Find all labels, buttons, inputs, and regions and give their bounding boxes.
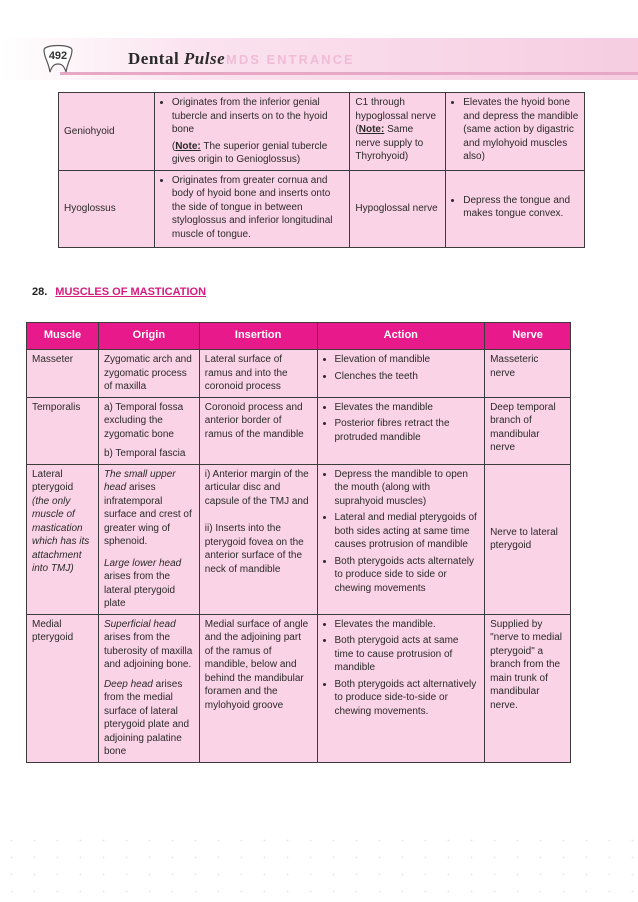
scan-speckle bbox=[0, 832, 638, 902]
page-number-badge bbox=[40, 44, 76, 72]
list-item: • Depress the mandible to open the mouth (along with suprahyoid muscles) bbox=[335, 468, 480, 509]
muscle-main: Lateral pterygoid bbox=[32, 468, 74, 493]
table-row bbox=[27, 464, 571, 614]
list-item: • Elevates the hyoid bone and depress the mandible (same action by digastric and mylohyoid muscles also) bbox=[463, 96, 579, 164]
table-row bbox=[59, 170, 585, 248]
page-number: 492 bbox=[48, 50, 68, 62]
origin-lower-head: Large lower head bbox=[103, 557, 182, 569]
action-cell bbox=[446, 170, 585, 248]
origin-deep-text: arises from the medial surface of lateral pterygoid plate and adjoining palatine bone bbox=[103, 678, 190, 757]
hyoid-muscles-table bbox=[58, 92, 585, 248]
section-title: MUSCLES OF MASTICATION bbox=[55, 286, 207, 298]
list-item: • Lateral and medial pterygoids of both sides acting at same time causes protrusion of mandible bbox=[335, 511, 480, 552]
nerve-cell: C1 through hypoglossal nerve (Note: Same nerve supply to Thyrohyoid) bbox=[350, 93, 446, 171]
muscle-cell: Geniohyoid bbox=[59, 93, 155, 171]
column-header: Nerve bbox=[485, 323, 571, 350]
note-label: Note: bbox=[175, 140, 201, 152]
list-item: • Originates from the inferior genial tubercle and inserts on to the hyoid bone bbox=[172, 96, 345, 137]
nerve-cell: Deep temporal branch of mandibular nerve bbox=[485, 397, 571, 464]
action-cell bbox=[446, 93, 585, 171]
origin-cell: Zygomatic arch and zygomatic process of maxilla bbox=[98, 350, 199, 398]
origin-cell: • Originates from the inferior genial tubercle and inserts on to the hyoid bone (Note: The superior genial tubercle gives origin to Genioglossus) bbox=[154, 93, 350, 171]
mastication-table bbox=[26, 322, 571, 763]
nerve-cell: Hypoglossal nerve bbox=[350, 170, 446, 248]
origin-a: a) Temporal fossa excluding the zygomatic bone bbox=[103, 401, 184, 440]
insertion-cell bbox=[199, 464, 317, 614]
origin-superficial-head: Superficial head bbox=[103, 618, 176, 630]
muscle-note: (the only muscle of mastication which has its attachment into TMJ) bbox=[32, 495, 90, 574]
list-item: • Elevates the mandible. bbox=[335, 618, 480, 632]
column-header: Muscle bbox=[27, 323, 99, 350]
brand-faded: MDS ENTRANCE bbox=[226, 52, 355, 67]
table-row bbox=[27, 397, 571, 464]
origin-cell bbox=[98, 614, 199, 762]
muscle-cell bbox=[27, 464, 99, 614]
action-cell bbox=[317, 397, 485, 464]
muscle-cell: Medial pterygoid bbox=[27, 614, 99, 762]
origin-upper-text: arises infratemporal surface and crest of greater wing of sphenoid. bbox=[103, 482, 192, 547]
list-item: • Clenches the teeth bbox=[335, 370, 480, 384]
note-text: The superior genial tubercle gives origin to Genioglossus) bbox=[171, 140, 328, 165]
list-item: • Posterior fibres retract the protruded mandible bbox=[335, 417, 480, 444]
brand-script: Pulse bbox=[183, 49, 226, 68]
origin-cell bbox=[98, 464, 199, 614]
action-cell bbox=[317, 350, 485, 398]
origin-deep-head: Deep head bbox=[103, 678, 153, 690]
nerve-cell: Masseteric nerve bbox=[485, 350, 571, 398]
column-header: Insertion bbox=[199, 323, 317, 350]
column-header: Origin bbox=[98, 323, 199, 350]
action-cell bbox=[317, 464, 485, 614]
nerve-cell: Nerve to lateral pterygoid bbox=[485, 464, 571, 614]
section-heading bbox=[32, 286, 206, 298]
list-item: • Elevates the mandible bbox=[335, 401, 480, 415]
list-item: • Both pterygoids act alternatively to produce side-to-side or chewing movements. bbox=[335, 678, 480, 719]
brand-main: Dental bbox=[128, 49, 184, 68]
insertion-cell: Lateral surface of ramus and into the coronoid process bbox=[199, 350, 317, 398]
origin-upper-head: The small upper head bbox=[103, 468, 176, 493]
table-row bbox=[59, 93, 585, 171]
insertion-cell: Coronoid process and anterior border of ramus of the mandible bbox=[199, 397, 317, 464]
list-item: • Elevation of mandible bbox=[335, 353, 480, 367]
table-header-row bbox=[27, 323, 571, 350]
nerve-cell: Supplied by "nerve to medial pterygoid" a branch from the main trunk of mandibular nerve. bbox=[485, 614, 571, 762]
table-row bbox=[27, 350, 571, 398]
action-cell bbox=[317, 614, 485, 762]
column-header: Action bbox=[317, 323, 485, 350]
list-item: • Both pterygoid acts at same time to cause protrusion of mandible bbox=[335, 634, 480, 675]
note-text: Same nerve supply to Thyrohyoid) bbox=[355, 124, 424, 162]
muscle-cell: Temporalis bbox=[27, 397, 99, 464]
origin-cell bbox=[98, 397, 199, 464]
brand-title bbox=[128, 49, 225, 69]
list-item: • Both pterygoids acts alternately to produce side to side or chewing movements bbox=[335, 555, 480, 596]
origin-superficial-text: arises from the tuberosity of maxilla and adjoining bone. bbox=[103, 632, 193, 670]
insertion-i: i) Anterior margin of the articular disc and capsule of the TMJ and bbox=[204, 468, 309, 507]
header-rule bbox=[60, 72, 638, 75]
origin-lower-text: arises from the lateral pterygoid plate bbox=[103, 571, 176, 609]
table-row bbox=[27, 614, 571, 762]
origin-cell bbox=[154, 170, 350, 248]
origin-b: b) Temporal fascia bbox=[103, 448, 186, 459]
note-label: Note: bbox=[358, 124, 385, 135]
insertion-ii: ii) Inserts into the pterygoid fovea on the anterior surface of the neck of mandible bbox=[204, 523, 304, 575]
nerve-line: C1 through hypoglossal nerve bbox=[355, 97, 437, 122]
list-item: • Originates from greater cornua and body of hyoid bone and inserts onto the side of tongue in between styloglossus and inferior longitudinal muscle of tongue. bbox=[172, 174, 345, 242]
section-number: 28. bbox=[32, 286, 48, 298]
muscle-cell: Masseter bbox=[27, 350, 99, 398]
list-item: • Depress the tongue and makes tongue convex. bbox=[463, 194, 579, 221]
muscle-cell: Hyoglossus bbox=[59, 170, 155, 248]
insertion-cell: Medial surface of angle and the adjoining part of the ramus of mandible, below and behind the mandibular foramen and the mylohyoid groove bbox=[199, 614, 317, 762]
